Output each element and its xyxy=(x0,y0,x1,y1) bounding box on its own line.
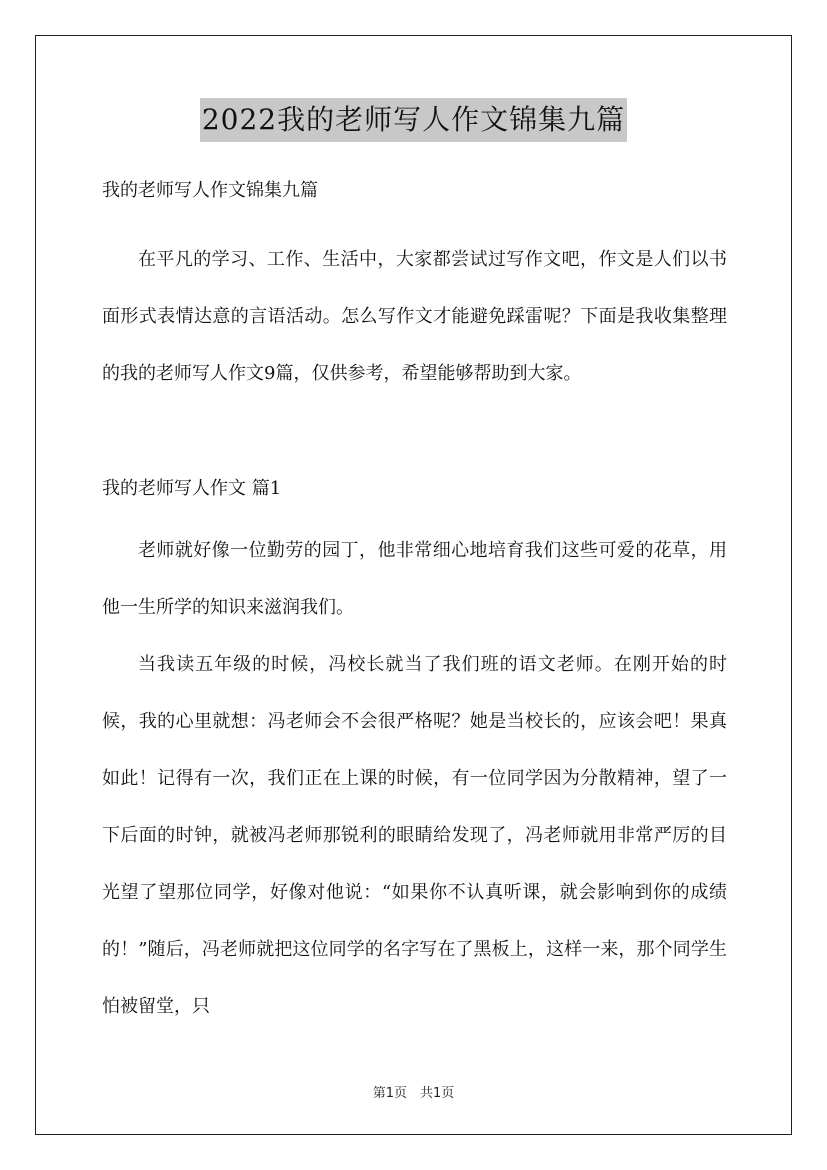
body-paragraph: 当我读五年级的时候，冯校长就当了我们班的语文老师。在刚开始的时候，我的心里就想：冯老师会不会很严格呢？她是当校长的，应该会吧！果真如此！记得有一次，我们正在上课的时候，有一位同学因为分散精神，望了一下后面的时钟，就被冯老师那锐利的眼睛给发现了，冯老师就用非常严厉的目光望了望那位同学，好像对他说：“如果你不认真听课，就会影响到你的成绩的！”随后，冯老师就把这位同学的名字写在了黑板上，这样一来，那个同学生怕被留堂，只 xyxy=(102,654,727,1017)
document-title: 2022我的老师写人作文锦集九篇 xyxy=(200,98,627,142)
document-subtitle: 我的老师写人作文锦集九篇 xyxy=(102,180,318,201)
intro-paragraph: 在平凡的学习、工作、生活中，大家都尝试过写作文吧，作文是人们以书面形式表情达意的言语活动。怎么写作文才能避免踩雷呢？下面是我收集整理的我的老师写人作文9篇，仅供参考，希望能够帮助到大家。 xyxy=(102,249,727,384)
title-container xyxy=(0,98,827,142)
page-footer: 第1页 共1页 xyxy=(372,1086,455,1101)
body-paragraph: 老师就好像一位勤劳的园丁，他非常细心地培育我们这些可爱的花草，用他一生所学的知识来滋润我们。 xyxy=(102,540,727,618)
section-heading: 我的老师写人作文 篇1 xyxy=(102,478,282,499)
document-body xyxy=(102,172,727,1035)
